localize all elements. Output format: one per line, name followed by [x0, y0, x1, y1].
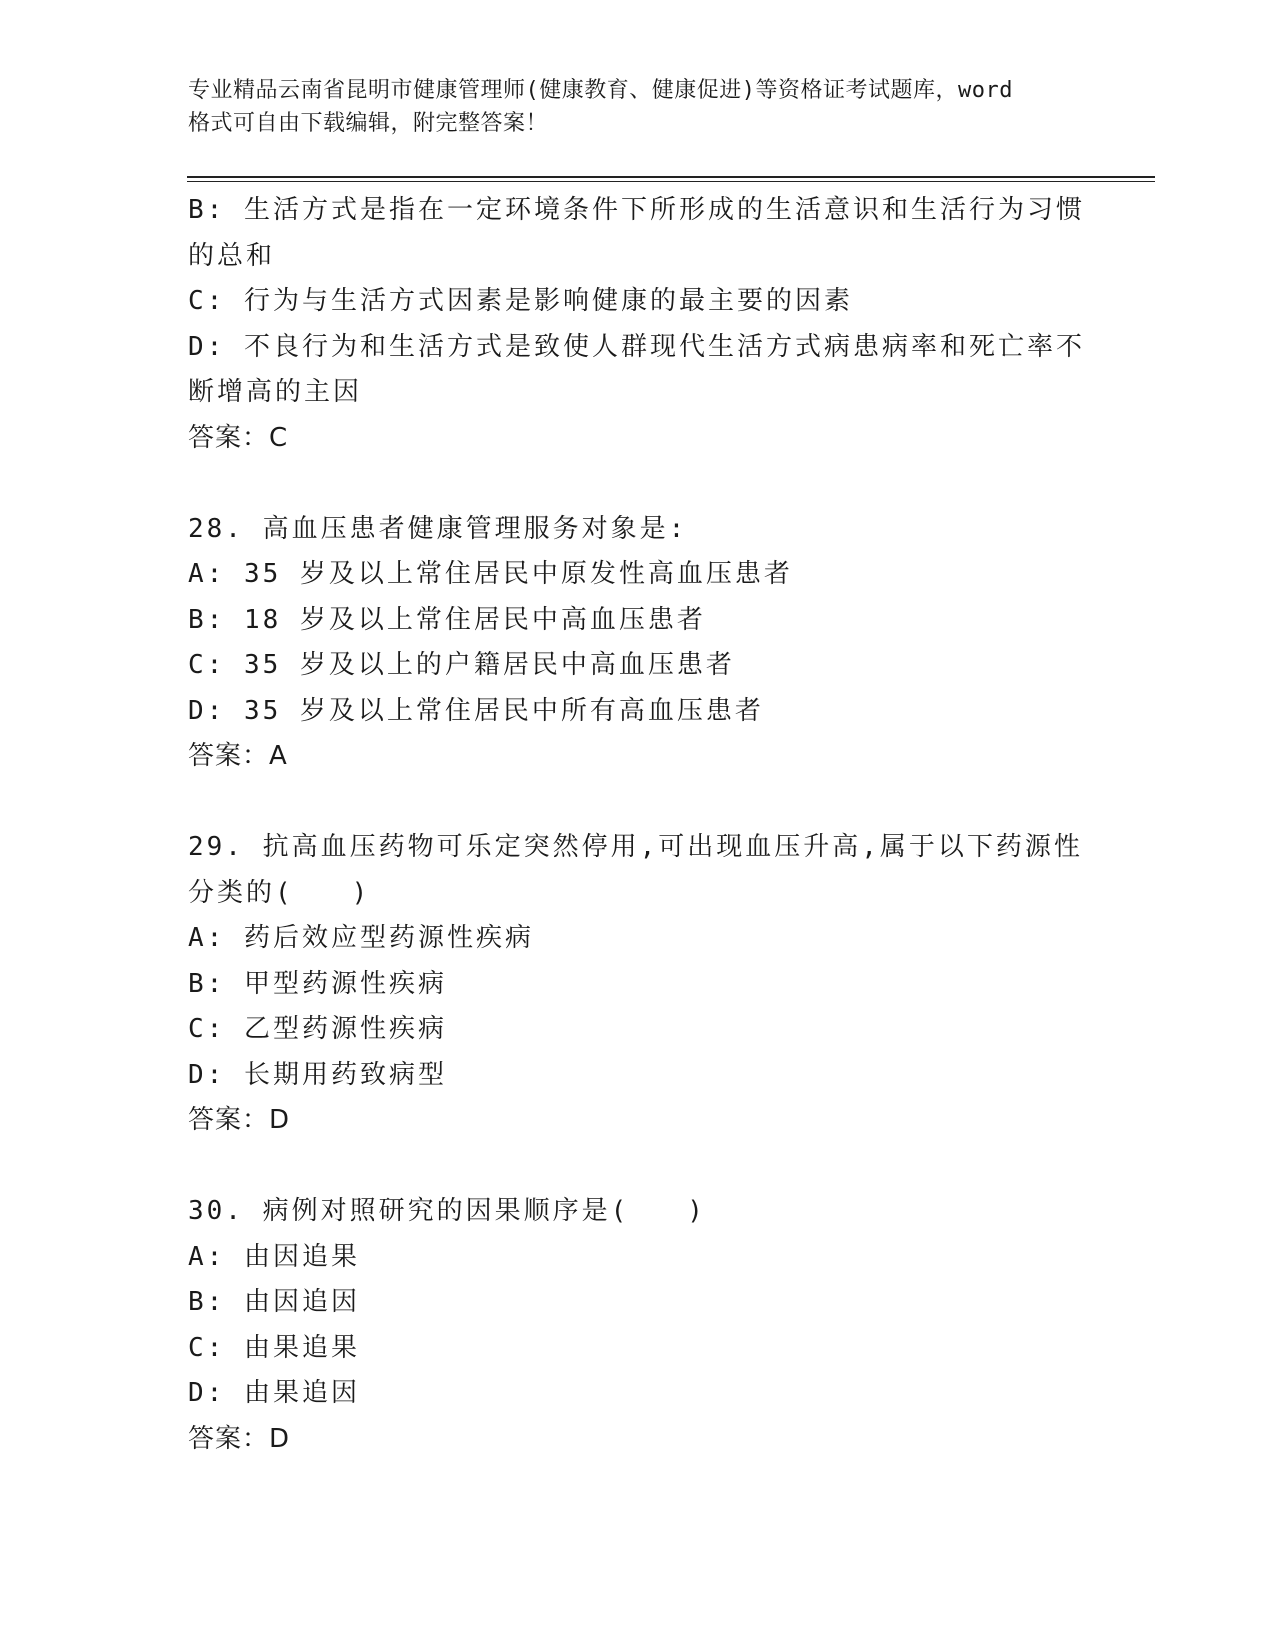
- answer: 答案：C: [188, 422, 289, 453]
- option-c: C: 行为与生活方式因素是影响健康的最主要的因素: [188, 286, 853, 316]
- option-d: D: 由果追因: [188, 1378, 360, 1408]
- option-b: B: 由因追因: [188, 1287, 360, 1317]
- question-list: [188, 188, 1088, 1462]
- option-b: B: 生活方式是指在一定环境条件下所形成的生活意识和生活行为习惯: [188, 195, 1085, 225]
- option-c: C: 乙型药源性疾病: [188, 1014, 447, 1044]
- question-29: [188, 825, 1088, 1144]
- question-text: 29. 抗高血压药物可乐定突然停用,可出现血压升高,属于以下药源性: [188, 832, 1083, 862]
- question-text-continued: 分类的( ): [188, 877, 371, 908]
- question-28: [188, 507, 1088, 780]
- option-b: B: 18 岁及以上常住居民中高血压患者: [188, 604, 706, 635]
- option-c: C: 35 岁及以上的户籍居民中高血压患者: [188, 650, 735, 680]
- header-divider-thick: [187, 176, 1155, 178]
- answer: 答案：A: [188, 741, 288, 771]
- spacer: [188, 461, 1088, 507]
- option-b-continued: 的总和: [188, 240, 276, 271]
- option-c: C: 由果追果: [188, 1332, 360, 1363]
- answer: 答案：D: [188, 1423, 291, 1454]
- option-d: D: 长期用药致病型: [188, 1059, 447, 1090]
- option-a: A: 由因追果: [188, 1241, 360, 1272]
- spacer: [188, 1144, 1088, 1190]
- option-a: A: 药后效应型药源性疾病: [188, 923, 534, 953]
- option-d-continued: 断增高的主因: [188, 377, 363, 407]
- header-line-2: 格式可自由下载编辑，附完整答案！: [188, 111, 549, 136]
- spacer: [188, 780, 1088, 826]
- question-30: [188, 1189, 1088, 1462]
- question-text: 30. 病例对照研究的因果顺序是( ): [188, 1196, 706, 1226]
- header-divider-thin: [187, 181, 1155, 182]
- answer: 答案：D: [188, 1105, 291, 1135]
- option-d: D: 不良行为和生活方式是致使人群现代生活方式病患病率和死亡率不: [188, 331, 1085, 362]
- question-27-tail: [188, 188, 1088, 461]
- header-line-1: 专业精品云南省昆明市健康管理师(健康教育、健康促进)等资格证考试题库，word: [188, 78, 1013, 103]
- page-header: [188, 74, 1088, 140]
- option-d: D: 35 岁及以上常住居民中所有高血压患者: [188, 695, 764, 726]
- question-text: 28. 高血压患者健康管理服务对象是:: [188, 513, 688, 544]
- option-b: B: 甲型药源性疾病: [188, 968, 447, 999]
- option-a: A: 35 岁及以上常住居民中原发性高血压患者: [188, 559, 793, 589]
